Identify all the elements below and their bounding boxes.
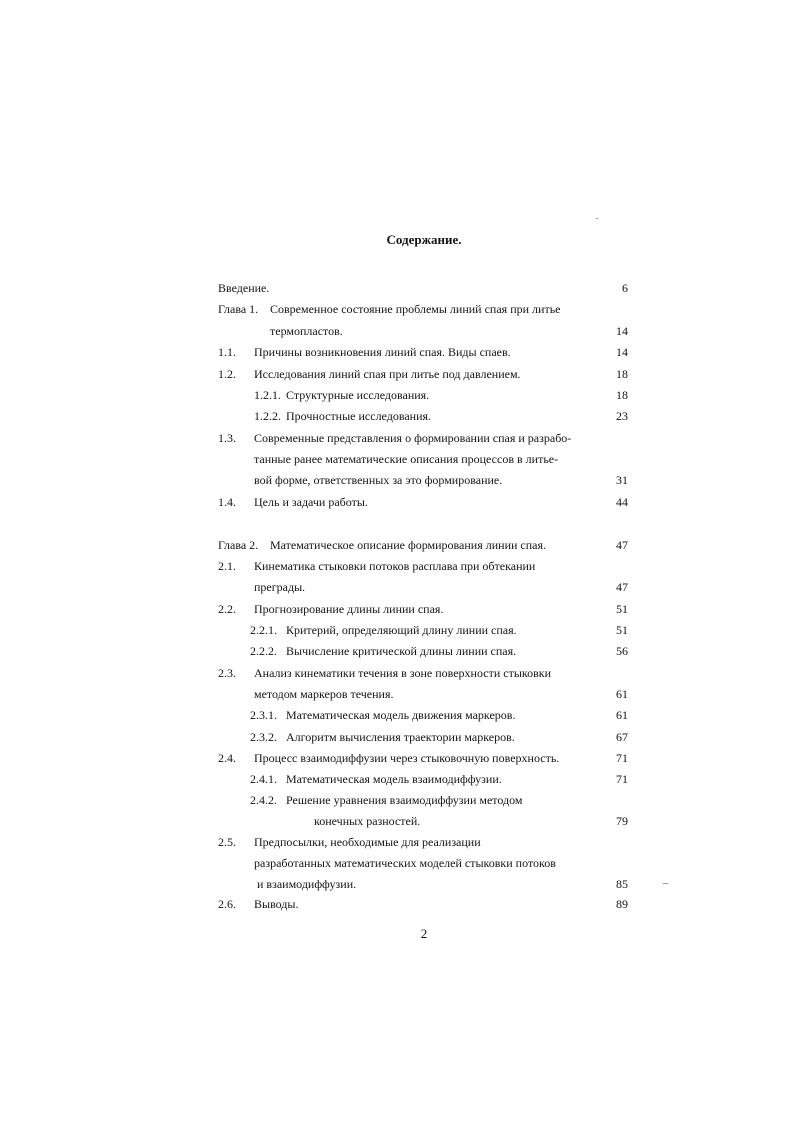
toc-entry-page: 61 [616, 687, 628, 701]
toc-entry-text: Цель и задачи работы. [254, 495, 368, 509]
toc-entry-page: 14 [616, 324, 628, 338]
toc-entry [0, 853, 795, 873]
toc-entry-text: Математическая модель взаимодиффузии. [286, 772, 502, 786]
toc-entry-text: Введение. [218, 281, 270, 295]
toc-entry-page: 47 [616, 580, 628, 594]
toc-entry-number: 2.2.1. [250, 623, 277, 637]
toc-entry-page: 51 [616, 602, 628, 616]
toc-entry-page: 18 [616, 388, 628, 402]
toc-entry [0, 556, 795, 576]
scan-speck [596, 218, 598, 219]
toc-entry [0, 428, 795, 448]
toc-entry [0, 278, 795, 298]
toc-entry-number: 2.2.2. [250, 644, 277, 658]
toc-entry-text: Современное состояние проблемы линий спая при литье [270, 302, 561, 316]
toc-entry [0, 705, 795, 725]
toc-entry-text: Критерий, определяющий длину линии спая. [286, 623, 517, 637]
toc-entry-number: 2.4. [218, 751, 236, 765]
page-title: Содержание. [386, 232, 462, 247]
toc-entry-text: Математическое описание формирования линии спая. [270, 538, 547, 552]
toc-entry-number: 1.3. [218, 431, 236, 445]
toc-entry [0, 874, 795, 894]
page-number: 2 [420, 926, 428, 941]
toc-entry [0, 342, 795, 362]
toc-entry [0, 790, 795, 810]
toc-entry-page: 47 [616, 538, 628, 552]
toc-entry-number: 2.1. [218, 559, 236, 573]
toc-entry-page: 23 [616, 409, 628, 423]
toc-entry-page: 44 [616, 495, 628, 509]
toc-entry [0, 364, 795, 384]
toc-entry-text: Прогнозирование длины линии спая. [254, 602, 444, 616]
toc-entry [0, 535, 795, 555]
toc-entry-text: Причины возникновения линий спая. Виды спаев. [254, 345, 511, 359]
toc-entry-text: Структурные исследования. [286, 388, 430, 402]
toc-entry [0, 577, 795, 597]
toc-entry-page: 71 [616, 751, 628, 765]
toc-entry-text: методом маркеров течения. [254, 687, 394, 701]
toc-entry-number: 2.4.1. [250, 772, 277, 786]
toc-entry-number: 2.5. [218, 835, 236, 849]
toc-entry [0, 492, 795, 512]
toc-entry-page: 51 [616, 623, 628, 637]
toc-entry-number: 1.4. [218, 495, 236, 509]
toc-entry-text: Предпосылки, необходимые для реализации [254, 835, 481, 849]
toc-entry [0, 894, 795, 914]
toc-entry-text: вой форме, ответственных за это формирование. [254, 473, 503, 487]
toc-entry-page: 14 [616, 345, 628, 359]
toc-entry [0, 449, 795, 469]
toc-entry-page: 67 [616, 730, 628, 744]
toc-entry-text: танные ранее математические описания процессов в литье- [254, 452, 559, 466]
toc-entry [0, 620, 795, 640]
toc-entry-text: термопластов. [270, 324, 343, 338]
toc-entry-number: 1.2.2. [254, 409, 281, 423]
toc-entry [0, 406, 795, 426]
toc-entry [0, 811, 795, 831]
toc-entry-text: Процесс взаимодиффузии через стыковочную поверхность. [254, 751, 560, 765]
toc-entry [0, 727, 795, 747]
toc-entry [0, 470, 795, 490]
toc-entry-number: Глава 1. [218, 302, 259, 316]
toc-entry-page: 79 [616, 814, 628, 828]
scan-speck [663, 883, 668, 884]
toc-entry-number: 1.1. [218, 345, 236, 359]
toc-entry [0, 748, 795, 768]
toc-entry-text: Прочностные исследования. [286, 409, 432, 423]
toc-entry [0, 641, 795, 661]
toc-entry-text: Анализ кинематики течения в зоне поверхности стыковки [254, 666, 552, 680]
toc-entry-page: 89 [616, 897, 628, 911]
toc-entry-text: Вычисление критической длины линии спая. [286, 644, 517, 658]
toc-entry-text: Кинематика стыковки потоков расплава при обтекании [254, 559, 536, 573]
toc-entry [0, 684, 795, 704]
toc-entry-text: Выводы. [254, 897, 299, 911]
toc-entry-number: 2.2. [218, 602, 236, 616]
toc-entry-page: 56 [616, 644, 628, 658]
toc-entry-text: Исследования линий спая при литье под давлением. [254, 367, 521, 381]
toc-entry-text: Алгоритм вычисления траектории маркеров. [286, 730, 515, 744]
toc-entry-number: 1.2.1. [254, 388, 281, 402]
toc-entry-text: и взаимодиффузии. [257, 877, 357, 891]
toc-entry-number: 2.6. [218, 897, 236, 911]
toc-entry [0, 663, 795, 683]
toc-entry [0, 769, 795, 789]
toc-entry-number: 2.4.2. [250, 793, 277, 807]
toc-entry-text: Решение уравнения взаимодиффузии методом [286, 793, 523, 807]
toc-entry-text: разработанных математических моделей стыковки потоков [254, 856, 556, 870]
toc-entry-page: 71 [616, 772, 628, 786]
toc-entry-text: Математическая модель движения маркеров. [286, 708, 516, 722]
toc-entry-number: 2.3. [218, 666, 236, 680]
toc-entry-page: 61 [616, 708, 628, 722]
toc-entry-text: Современные представления о формировании спая и разрабо- [254, 431, 572, 445]
toc-entry-page: 31 [616, 473, 628, 487]
toc-entry-number: Глава 2. [218, 538, 259, 552]
toc-entry-text: конечных разностей. [314, 814, 421, 828]
toc-entry [0, 832, 795, 852]
toc-entry-number: 2.3.2. [250, 730, 277, 744]
toc-entry-text: преграды. [254, 580, 306, 594]
toc-entry [0, 385, 795, 405]
toc-entry-page: 85 [616, 877, 628, 891]
toc-entry-number: 2.3.1. [250, 708, 277, 722]
toc-entry-page: 6 [622, 281, 628, 295]
toc-entry-number: 1.2. [218, 367, 236, 381]
toc-entry [0, 299, 795, 319]
toc-entry [0, 599, 795, 619]
toc-entry-page: 18 [616, 367, 628, 381]
toc-entry [0, 321, 795, 341]
